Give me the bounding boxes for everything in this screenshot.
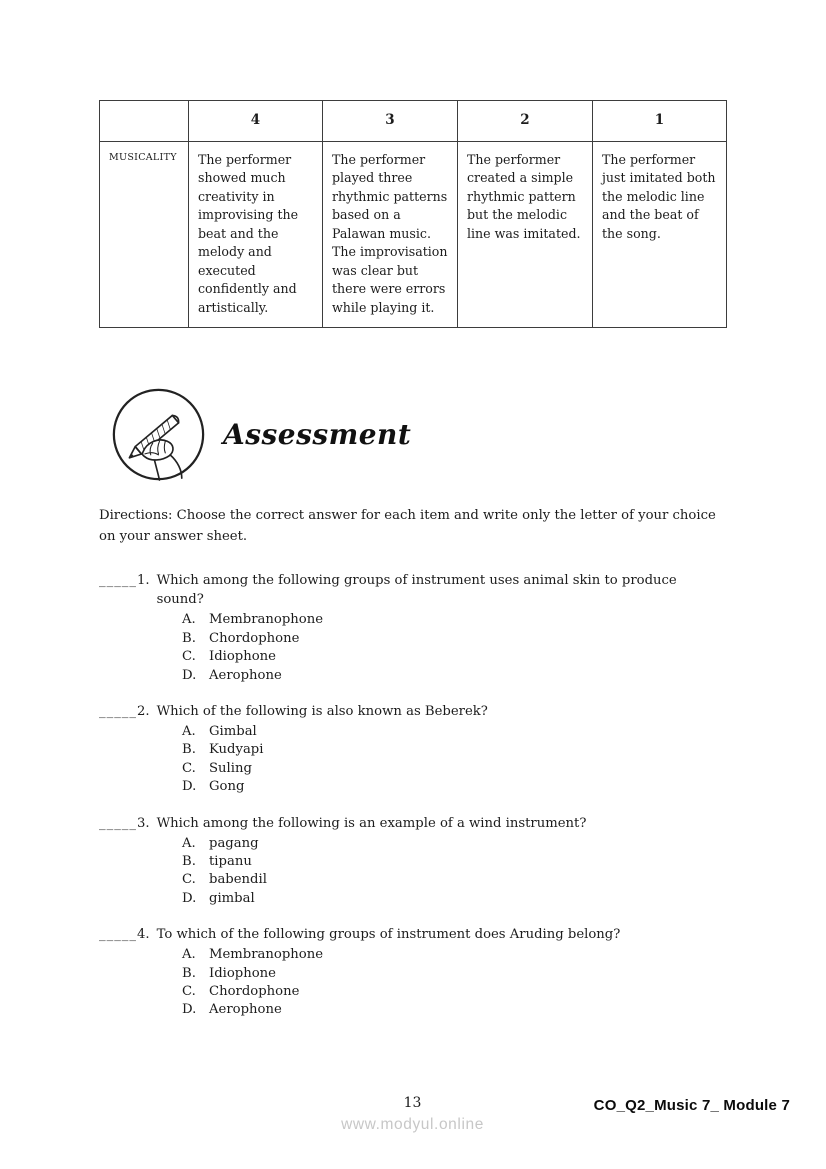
option-item	[182, 890, 726, 908]
option-text: Gimbal	[209, 723, 257, 739]
option-item	[182, 741, 726, 759]
option-text: Aerophone	[209, 667, 282, 683]
option-text: tipanu	[209, 854, 252, 869]
question-line	[99, 925, 726, 944]
answer-blank: _____	[99, 703, 137, 719]
question-line	[99, 814, 726, 833]
option-item	[182, 835, 726, 853]
question-text: Which among the following groups of instrument uses animal skin to produce sound?	[156, 573, 677, 608]
option-text: Suling	[209, 760, 252, 776]
option-text: Gong	[209, 779, 245, 795]
option-item	[182, 778, 726, 796]
question-line	[99, 702, 726, 721]
rubric-cell-score-4: The performer showed much creativity in improvising the beat and the melody and executed confidently and artistically.	[189, 141, 323, 328]
module-label: CO_Q2_Music 7_ Module 7	[593, 1097, 790, 1114]
assessment-section-header	[99, 386, 726, 483]
question-text: Which among the following is an example of a wind instrument?	[156, 815, 587, 831]
option-list	[182, 946, 726, 1020]
option-item	[182, 723, 726, 741]
option-list	[182, 835, 726, 909]
question-item-1	[99, 571, 726, 685]
question-line	[99, 571, 726, 609]
question-list	[99, 571, 726, 1020]
question-text: To which of the following groups of instrument does Aruding belong?	[156, 927, 621, 943]
rubric-table	[99, 100, 727, 328]
question-number: 2.	[136, 703, 150, 719]
option-letter: C.	[182, 760, 196, 776]
option-text: Chordophone	[209, 984, 300, 1000]
question-number: 3.	[136, 815, 150, 831]
option-letter: A.	[182, 723, 196, 739]
option-text: Membranophone	[209, 612, 324, 628]
rubric-header-score-4: 4	[189, 101, 323, 142]
rubric-header-score-1: 1	[593, 101, 727, 142]
option-letter: A.	[182, 612, 196, 628]
option-item	[182, 853, 726, 871]
answer-blank: _____	[99, 927, 137, 943]
rubric-cell-score-3: The performer played three rhythmic patterns based on a Palawan music. The improvisation was clear but there were errors while playing it.	[323, 141, 458, 328]
option-text: Kudyapi	[209, 742, 264, 758]
answer-blank: _____	[99, 573, 137, 589]
option-item	[182, 1001, 726, 1019]
option-letter: C.	[182, 872, 196, 888]
directions-text: Directions: Choose the correct answer for each item and write only the letter of your choice on your answer sheet.	[99, 508, 716, 545]
option-letter: B.	[182, 965, 196, 981]
question-item-4	[99, 925, 726, 1020]
hand-writing-pencil-icon	[110, 386, 207, 483]
rubric-row-musicality	[100, 141, 727, 328]
option-text: Idiophone	[209, 965, 276, 981]
option-letter: C.	[182, 984, 196, 1000]
option-letter: B.	[182, 742, 196, 758]
option-text: Membranophone	[209, 947, 324, 963]
option-text: Aerophone	[209, 1002, 282, 1018]
option-letter: D.	[182, 779, 197, 795]
option-item	[182, 630, 726, 648]
option-letter: D.	[182, 890, 197, 906]
rubric-cell-score-2: The performer created a simple rhythmic pattern but the melodic line was imitated.	[458, 141, 593, 328]
page-number: 13	[403, 1095, 422, 1111]
option-item	[182, 983, 726, 1001]
option-list	[182, 611, 726, 685]
assessment-heading: Assessment	[223, 418, 412, 452]
rubric-criterion-label: MUSICALITY	[100, 141, 189, 328]
option-item	[182, 760, 726, 778]
question-item-3	[99, 814, 726, 909]
option-text: babendil	[209, 872, 267, 888]
rubric-header-score-3: 3	[323, 101, 458, 142]
option-list	[182, 723, 726, 797]
rubric-header-row	[100, 101, 727, 142]
option-letter: D.	[182, 1002, 197, 1018]
option-item	[182, 648, 726, 666]
option-letter: B.	[182, 854, 196, 869]
watermark-text: www.modyul.online	[341, 1116, 484, 1133]
option-item	[182, 667, 726, 685]
page-content	[99, 100, 726, 1020]
question-item-2	[99, 702, 726, 797]
option-letter: C.	[182, 649, 196, 665]
option-item	[182, 946, 726, 964]
option-item	[182, 871, 726, 889]
option-item	[182, 965, 726, 983]
question-text: Which of the following is also known as Beberek?	[156, 703, 488, 719]
answer-blank: _____	[99, 815, 137, 831]
question-number: 4.	[136, 927, 150, 943]
option-text: pagang	[209, 835, 259, 851]
option-letter: B.	[182, 630, 196, 646]
option-text: Chordophone	[209, 630, 300, 646]
rubric-header-score-2: 2	[458, 101, 593, 142]
option-item	[182, 611, 726, 629]
option-letter: D.	[182, 667, 197, 683]
rubric-cell-score-1: The performer just imitated both the melodic line and the beat of the song.	[593, 141, 727, 328]
option-text: Idiophone	[209, 649, 276, 665]
option-letter: A.	[182, 947, 196, 963]
option-text: gimbal	[209, 890, 255, 906]
option-letter: A.	[182, 835, 196, 851]
question-number: 1.	[136, 573, 150, 589]
rubric-header-criterion	[100, 101, 189, 142]
